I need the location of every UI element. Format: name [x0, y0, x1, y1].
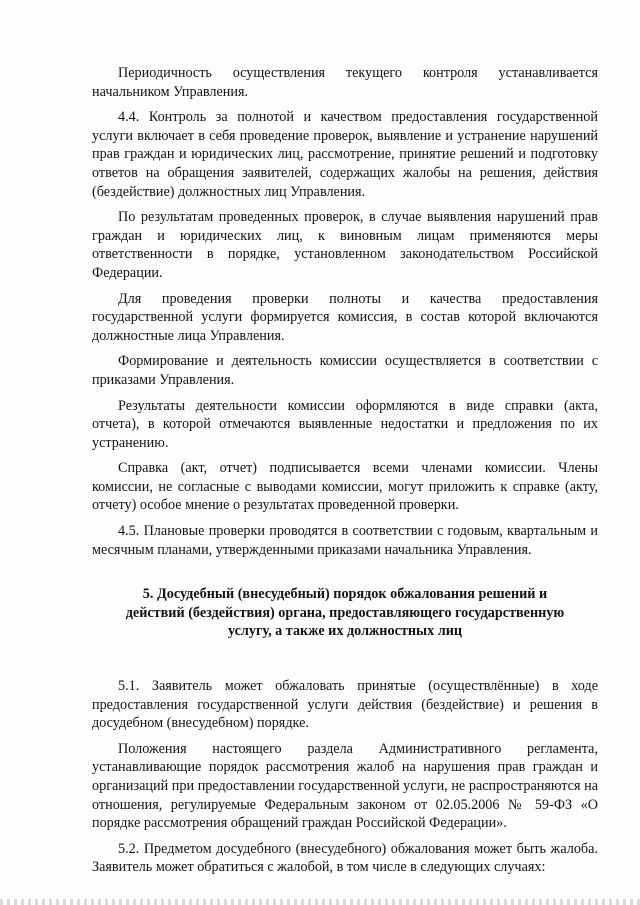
paragraph: Формирование и деятельность комиссии осуществляется в соответствии с приказами Управления. [92, 353, 598, 388]
paragraph: По результатам проведенных проверок, в случае выявления нарушений прав граждан и юридических лиц, к виновным лицам применяются меры ответственности в порядке, установленном законодательством Российской Федерации. [92, 209, 598, 281]
paragraph: 5.2. Предметом досудебного (внесудебного) обжалования может быть жалоба. Заявитель может обратиться с жалобой, в том числе в следующих случаях: [92, 840, 598, 876]
paragraph: Положения настоящего раздела Административного регламента, устанавливающие порядок рассмотрения жалоб на нарушения прав граждан и организаций при предоставлении государственной услуги, не распространяются на отношения, регулируемые Федеральным законом от 02.05.2006 № 59-ФЗ «О порядке рассмотрения обращений граждан Российской Федерации». [92, 740, 598, 832]
section-heading: 5. Досудебный (внесудебный) порядок обжалования решений и действий (бездействия) органа, предоставляющего государственную услугу, а также их должностных лиц [125, 586, 565, 640]
paragraph: Периодичность осуществления текущего контроля устанавливается начальником Управления. [92, 65, 598, 100]
paragraph: 4.4. Контроль за полнотой и качеством предоставления государственной услуги включает в себя проведение проверок, выявление и устранение нарушений прав граждан и юридических лиц, рассмотрение, принятие решений и подготовку ответов на обращения заявителей, содержащих жалобы на решения, действия (бездействие) должностных лиц Управления. [92, 109, 598, 200]
paragraph: 5.1. Заявитель может обжаловать принятые (осуществлённые) в ходе предоставления государственной услуги действия (бездействие) и решения в досудебном (внесудебном) порядке. [92, 678, 598, 732]
scan-edge-artifact [0, 899, 640, 905]
paragraph: Результаты деятельности комиссии оформляются в виде справки (акта, отчета), в которой отмечаются выявленные недостатки и предложения по их устранению. [92, 397, 598, 451]
paragraph: Для проведения проверки полноты и качества предоставления государственной услуги формируется комиссия, в состав которой включаются должностные лица Управления. [92, 290, 598, 344]
document-body [92, 64, 598, 884]
paragraph: Справка (акт, отчет) подписывается всеми членами комиссии. Члены комиссии, не согласные с выводами комиссии, могут приложить к справке (акту, отчету) особое мнение о результатах проведенной проверки. [92, 460, 598, 514]
paragraph: 4.5. Плановые проверки проводятся в соответствии с годовым, квартальным и месячным планами, утвержденными приказами начальника Управления. [92, 523, 598, 558]
